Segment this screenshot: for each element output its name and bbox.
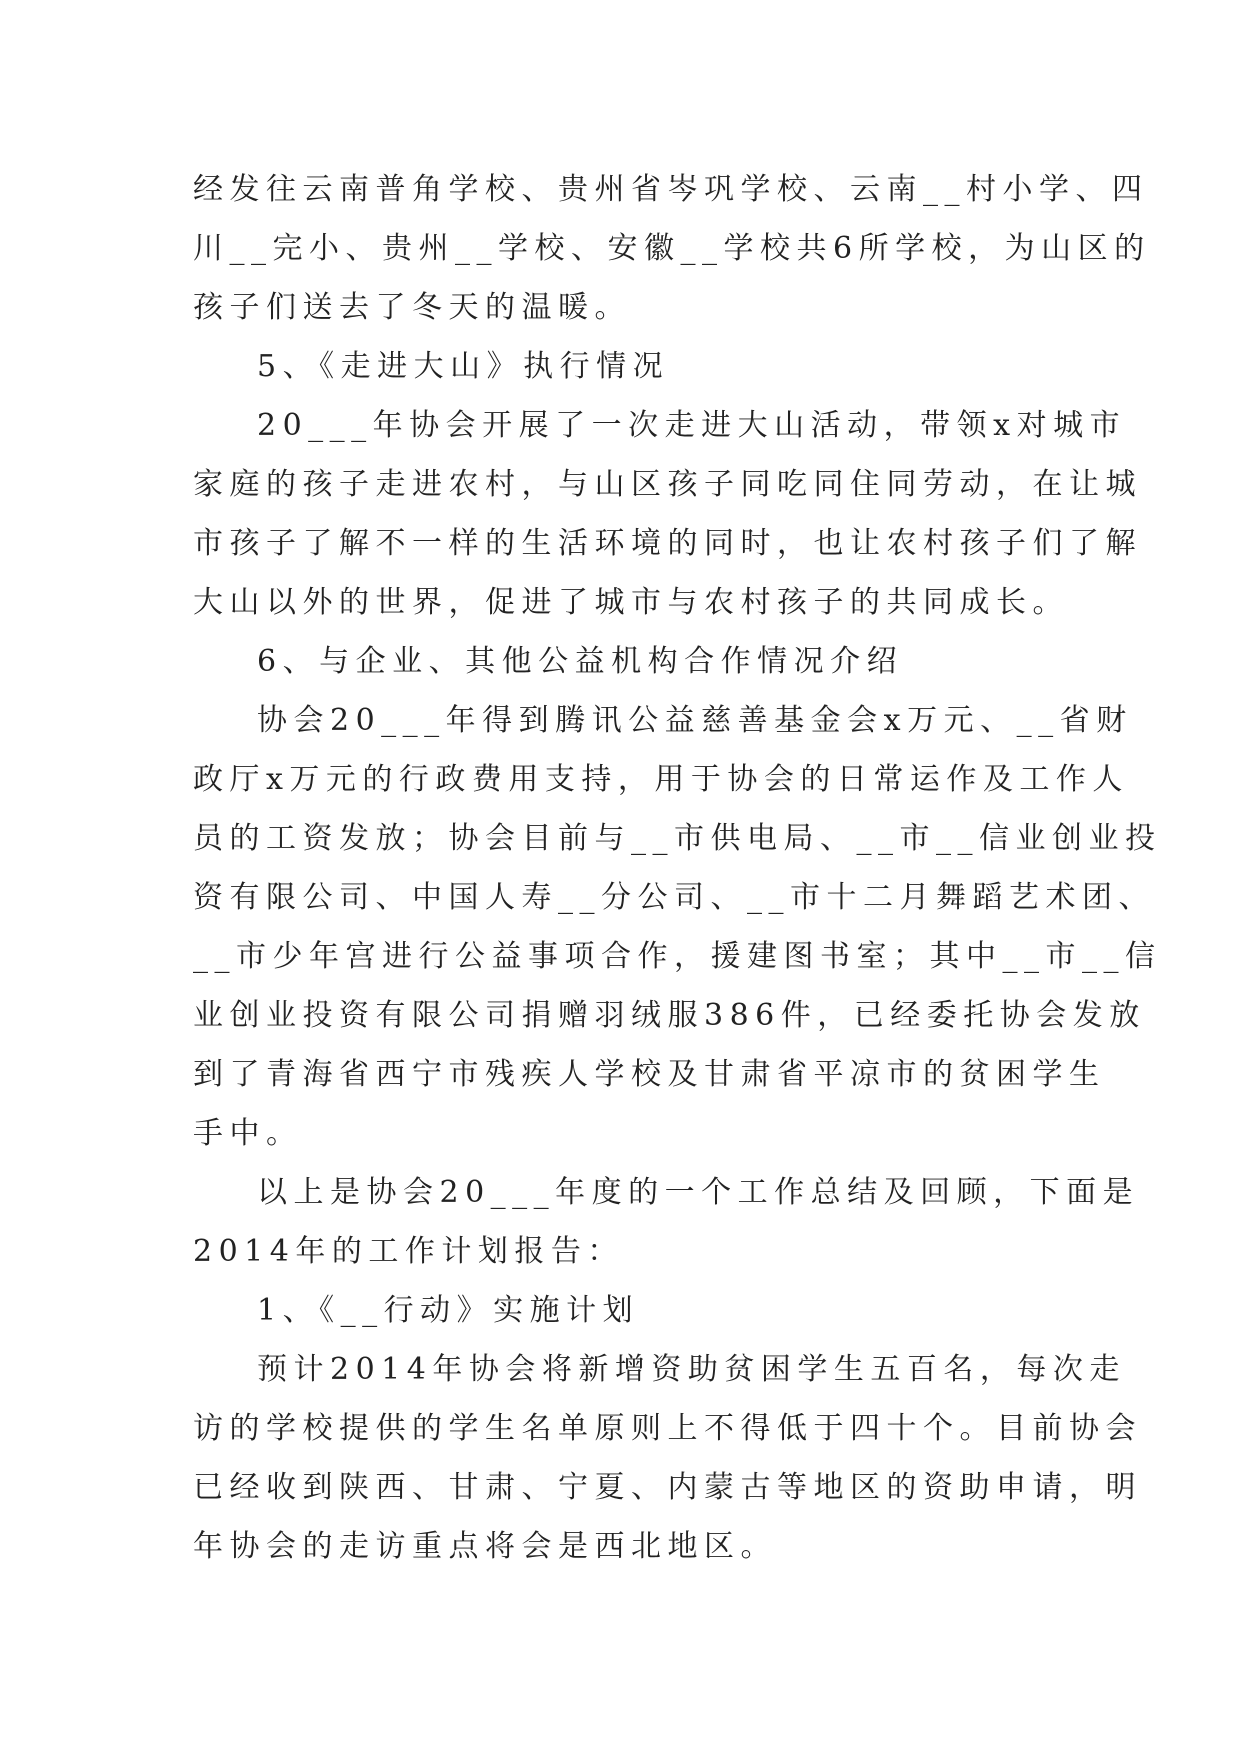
paragraph-line: 预计2014年协会将新增资助贫困学生五百名，每次走	[257, 1352, 1126, 1387]
document-body	[193, 160, 1162, 1576]
paragraph-line: 手中。	[193, 1116, 303, 1151]
section-heading: 1、《__行动》实施计划	[257, 1293, 640, 1328]
paragraph-line: 川__完小、贵州__学校、安徽__学校共6所学校，为山区的	[193, 231, 1151, 266]
paragraph-line: 以上是协会20___年度的一个工作总结及回顾，下面是	[257, 1175, 1140, 1210]
paragraph-line: 经发往云南普角学校、贵州省岑巩学校、云南__村小学、四	[193, 172, 1149, 207]
paragraph-line: 年协会的走访重点将会是西北地区。	[193, 1529, 777, 1564]
paragraph-line: 大山以外的世界，促进了城市与农村孩子的共同成长。	[193, 585, 1069, 620]
paragraph-line: 孩子们送去了冬天的温暖。	[193, 290, 631, 325]
section-heading: 5、《走进大山》执行情况	[257, 349, 670, 384]
paragraph-line: 2014年的工作计划报告：	[193, 1234, 624, 1269]
paragraph-line: 员的工资发放；协会目前与__市供电局、__市__信业创业投	[193, 821, 1162, 856]
paragraph-line: 访的学校提供的学生名单原则上不得低于四十个。目前协会	[193, 1411, 1142, 1446]
paragraph-line: 家庭的孩子走进农村，与山区孩子同吃同住同劳动，在让城	[193, 467, 1142, 502]
paragraph-line: 市孩子了解不一样的生活环境的同时，也让农村孩子们了解	[193, 526, 1142, 561]
paragraph-line: 20___年协会开展了一次走进大山活动，带领x对城市	[257, 408, 1127, 443]
paragraph-line: 已经收到陕西、甘肃、宁夏、内蒙古等地区的资助申请，明	[193, 1470, 1142, 1505]
paragraph-line: __市少年宫进行公益事项合作，援建图书室；其中__市__信	[193, 939, 1162, 974]
paragraph-line: 到了青海省西宁市残疾人学校及甘肃省平凉市的贫困学生	[193, 1057, 1106, 1092]
section-heading: 6、与企业、其他公益机构合作情况介绍	[257, 644, 904, 679]
paragraph-line: 资有限公司、中国人寿__分公司、__市十二月舞蹈艺术团、	[193, 880, 1155, 915]
paragraph-line: 业创业投资有限公司捐赠羽绒服386件，已经委托协会发放	[193, 998, 1146, 1033]
paragraph-line: 政厅x万元的行政费用支持，用于协会的日常运作及工作人	[193, 762, 1129, 797]
paragraph-line: 协会20___年得到腾讯公益慈善基金会x万元、__省财	[257, 703, 1133, 738]
